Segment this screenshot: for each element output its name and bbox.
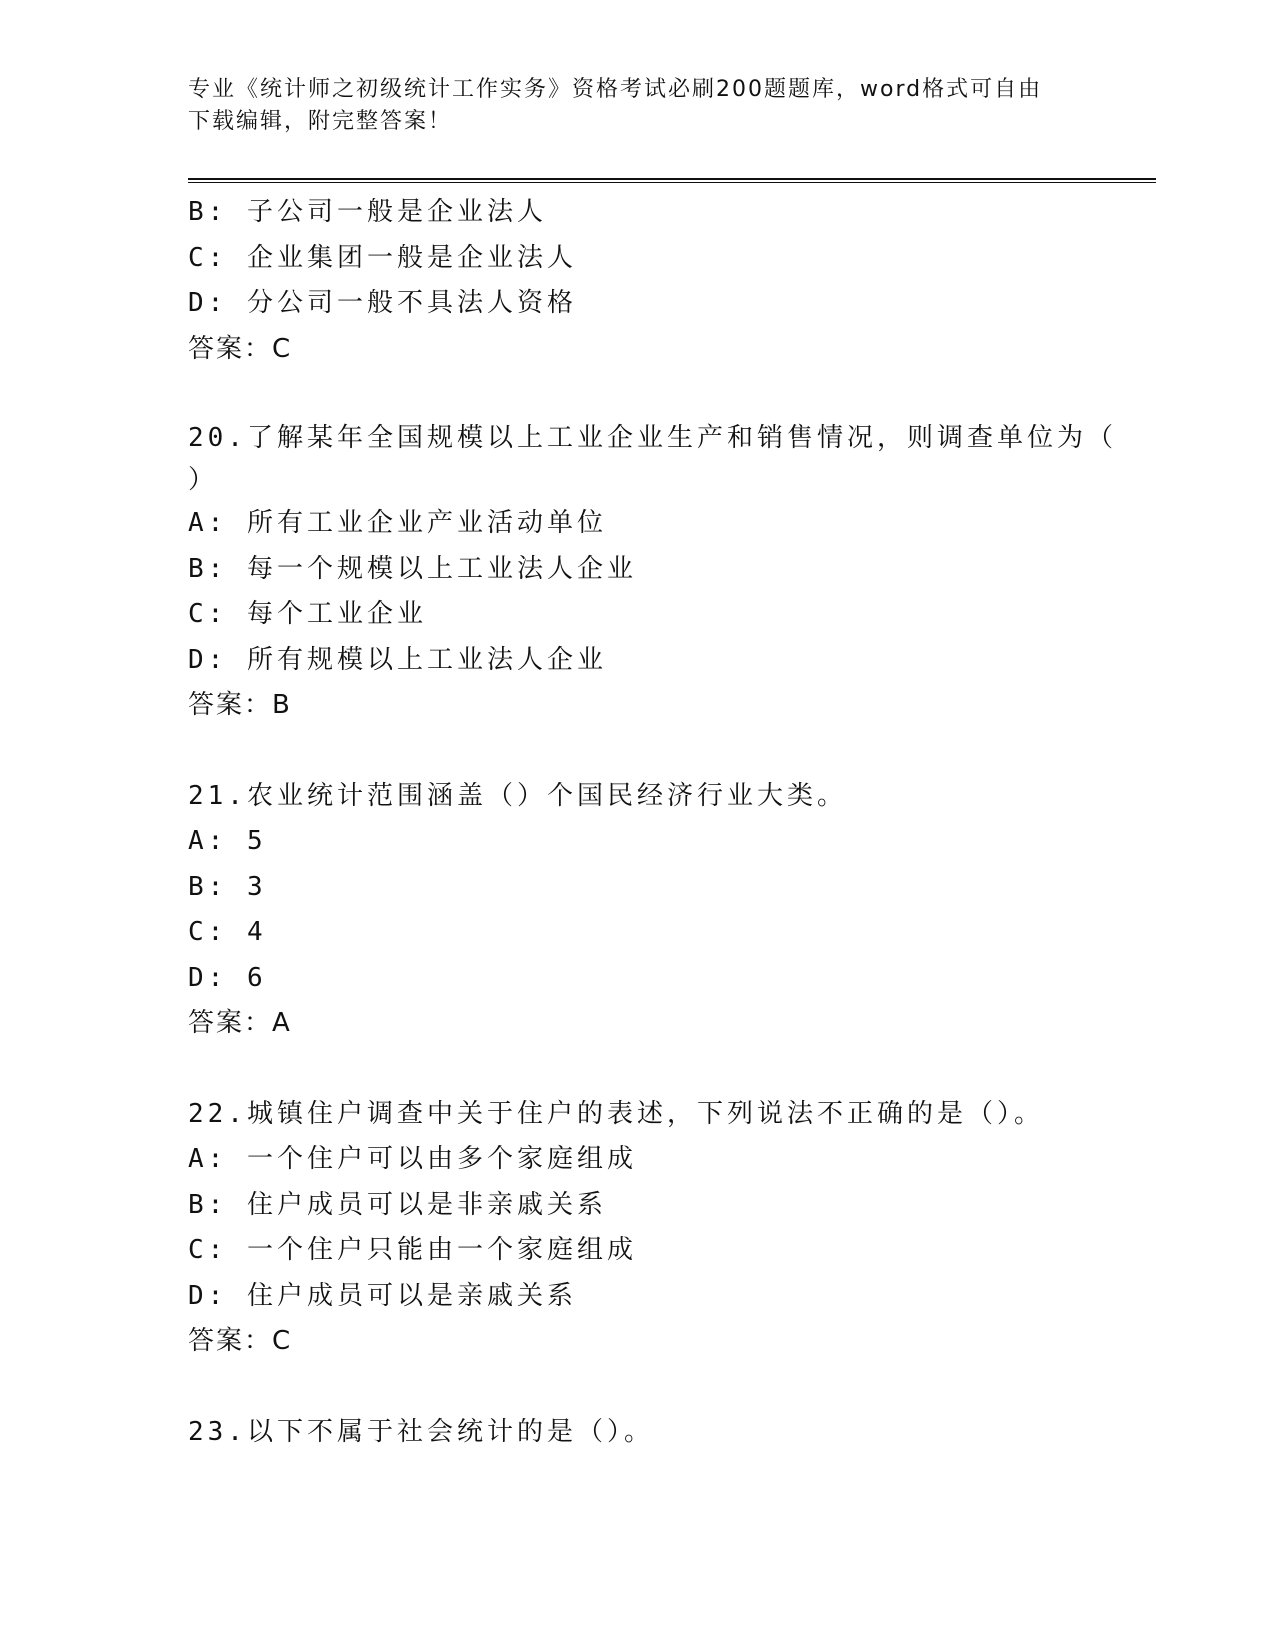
option-a: A: 所有工业企业产业活动单位 [188, 508, 607, 538]
option-b: B: 3 [188, 871, 267, 902]
option-d: D: 住户成员可以是亲戚关系 [188, 1280, 577, 1311]
spacer [188, 1047, 1088, 1092]
option-c: C: 4 [188, 917, 267, 947]
option-d: D: 6 [188, 962, 267, 993]
header-divider [188, 178, 1156, 183]
question-text-continued: ） [188, 465, 219, 495]
spacer [188, 1365, 1088, 1410]
question-text: 21.农业统计范围涵盖（）个国民经济行业大类。 [188, 780, 847, 811]
answer: 答案：C [188, 333, 293, 364]
option-b: B: 子公司一般是企业法人 [188, 197, 547, 227]
spacer [188, 729, 1088, 774]
question-text: 20.了解某年全国规模以上工业企业生产和销售情况，则调查单位为（ [188, 423, 1117, 453]
question-20 [188, 417, 1117, 729]
option-d: D: 所有规模以上工业法人企业 [188, 644, 607, 675]
answer: 答案：B [188, 690, 292, 720]
option-d: D: 分公司一般不具法人资格 [188, 288, 577, 318]
option-b: B: 住户成员可以是非亲戚关系 [188, 1189, 607, 1220]
header-line-1: 专业《统计师之初级统计工作实务》资格考试必刷200题题库，word格式可自由 [188, 77, 1043, 102]
spacer [188, 372, 1088, 417]
question-22 [188, 1092, 1088, 1365]
question-19 [188, 190, 1088, 372]
option-a: A: 一个住户可以由多个家庭组成 [188, 1144, 637, 1174]
question-list [188, 190, 1117, 1455]
question-23 [188, 1410, 1088, 1456]
question-21 [188, 774, 1088, 1047]
answer: 答案：A [188, 1008, 292, 1038]
option-c: C: 企业集团一般是企业法人 [188, 242, 577, 273]
answer: 答案：C [188, 1326, 293, 1356]
document-header [188, 74, 1088, 138]
option-c: C: 每个工业企业 [188, 599, 427, 629]
header-line-2: 下载编辑，附完整答案！ [188, 109, 453, 134]
option-c: C: 一个住户只能由一个家庭组成 [188, 1235, 637, 1265]
question-text: 23.以下不属于社会统计的是（）。 [188, 1416, 654, 1447]
option-b: B: 每一个规模以上工业法人企业 [188, 553, 637, 584]
question-text: 22.城镇住户调查中关于住户的表述，下列说法不正确的是（）。 [188, 1098, 1044, 1129]
option-a: A: 5 [188, 826, 267, 856]
